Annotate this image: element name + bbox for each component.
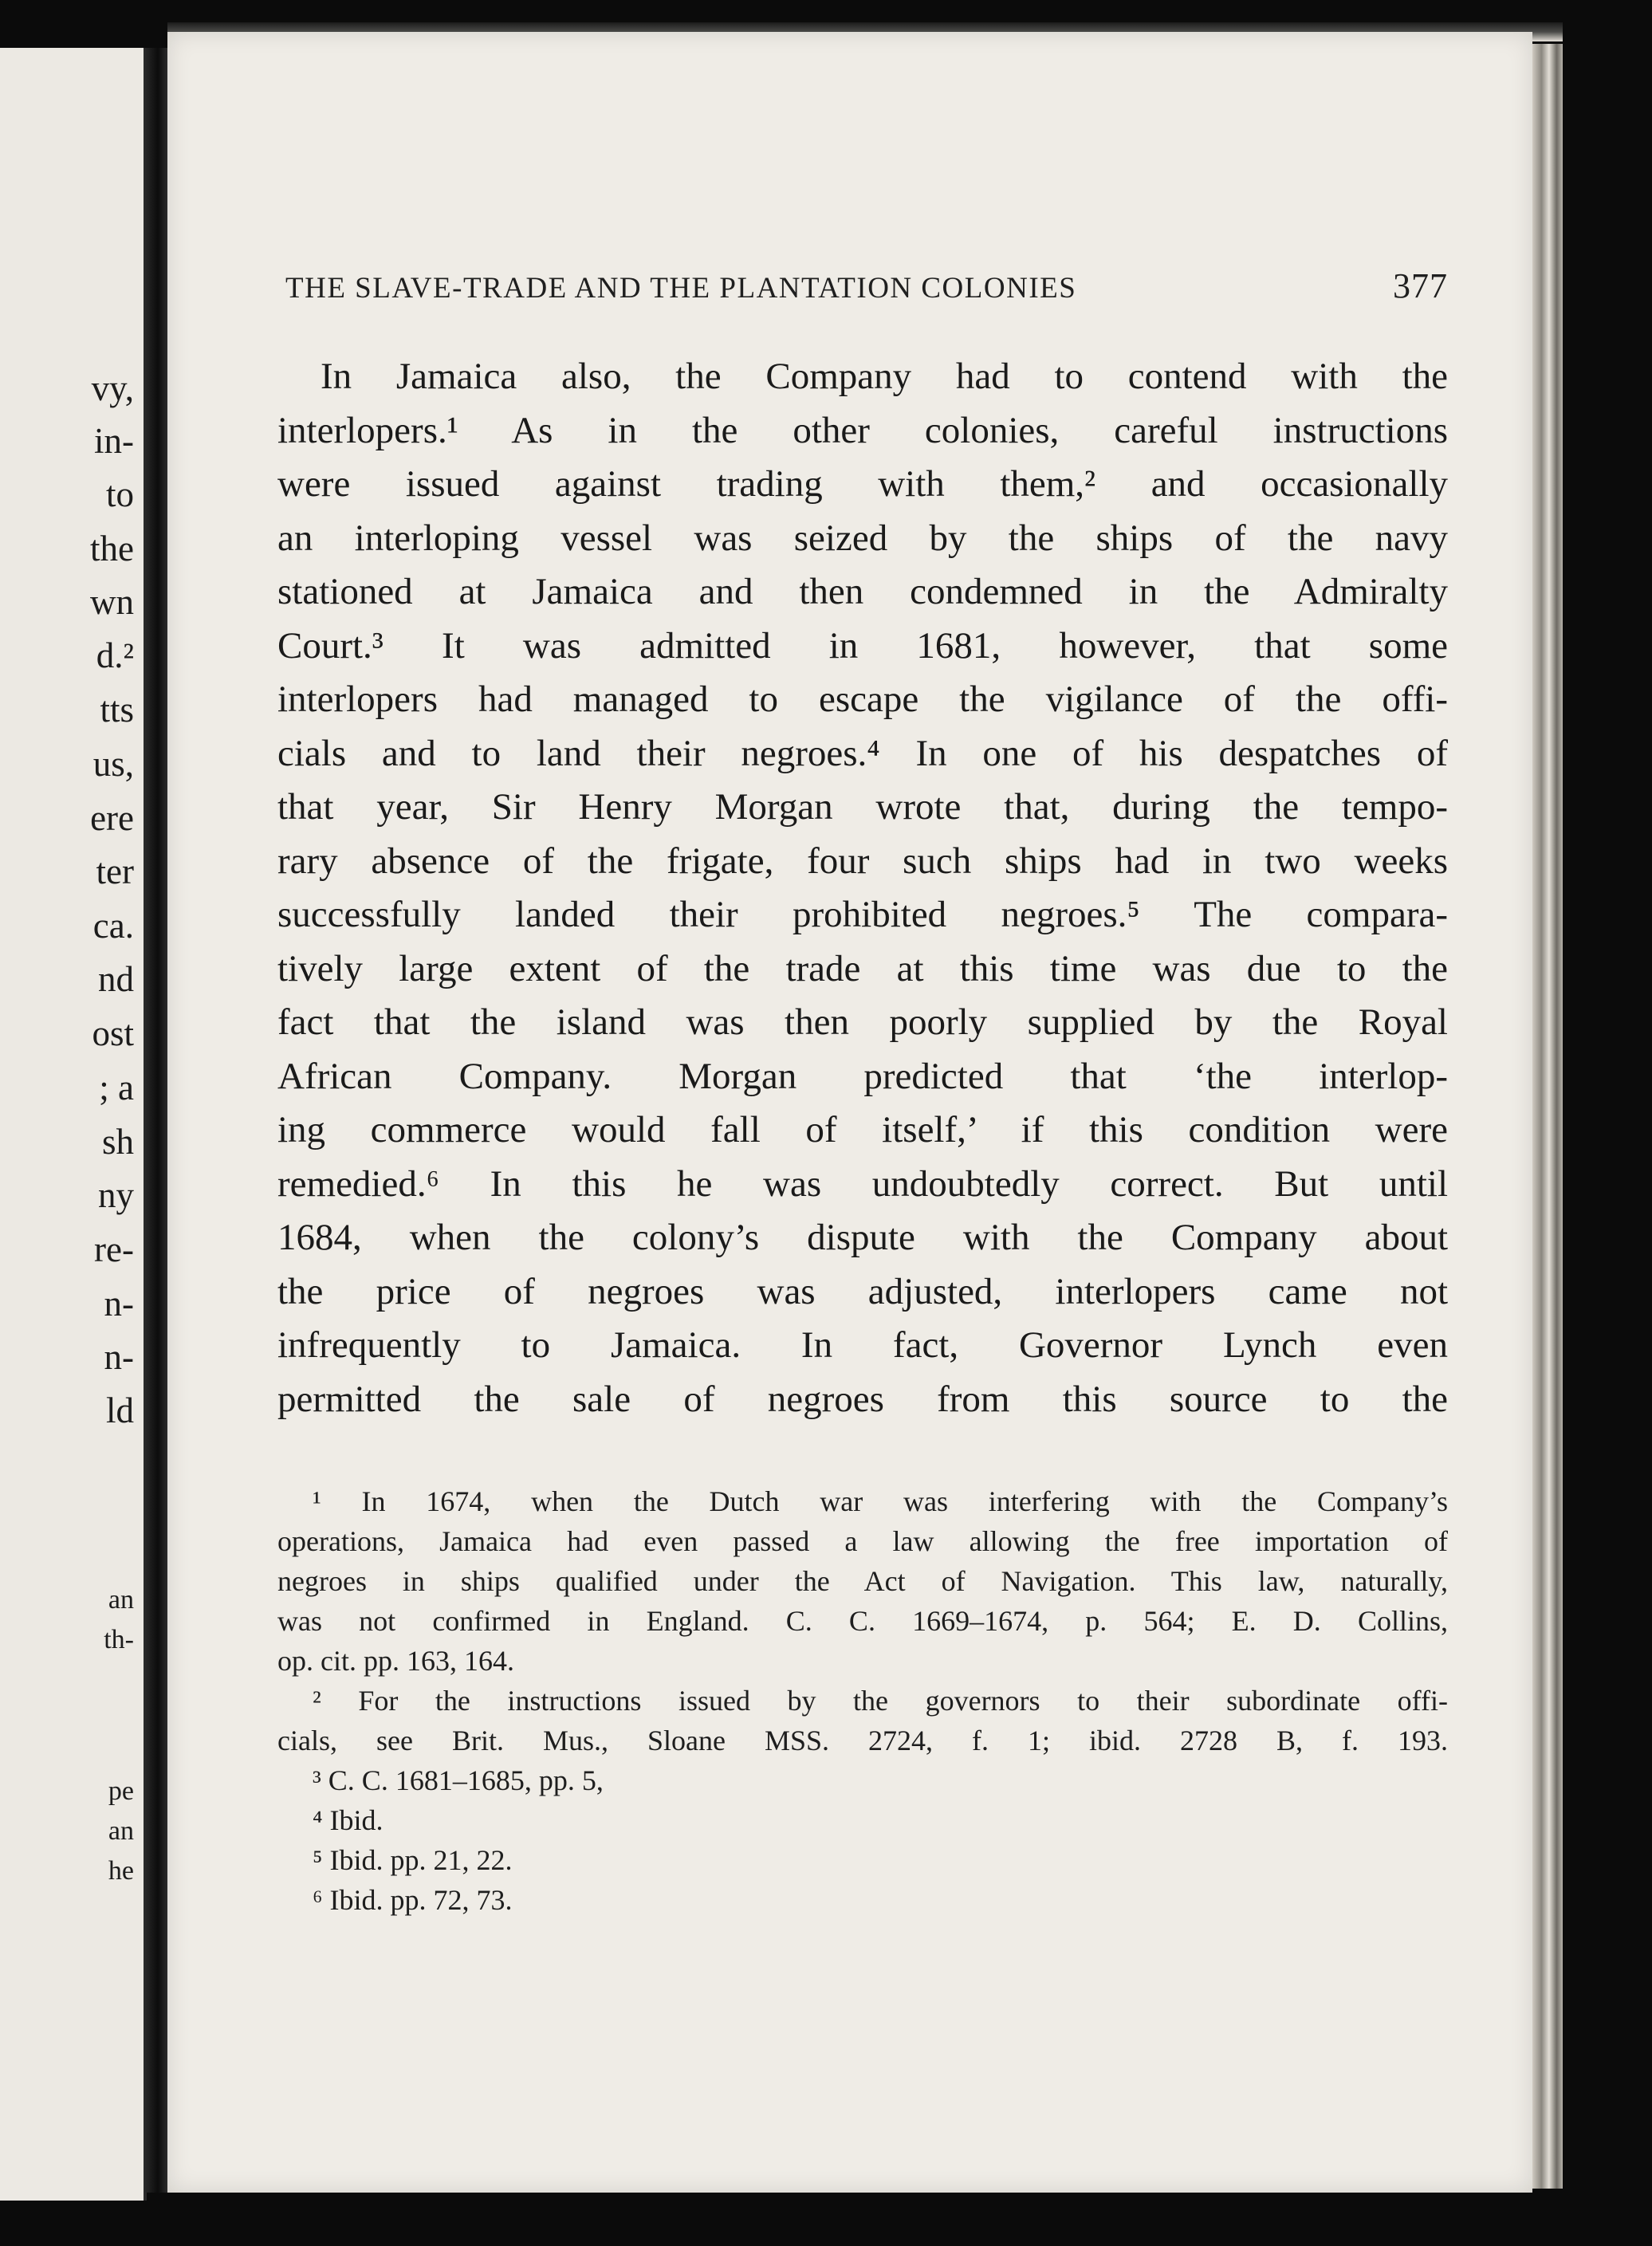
- body-line: African Company. Morgan predicted that ‘the interlop-: [277, 1056, 1448, 1097]
- body-line: that year, Sir Henry Morgan wrote that, during the tempo-: [277, 786, 1448, 828]
- left-text-fragment: ost: [92, 1013, 134, 1053]
- left-footnote-fragment: pe: [108, 1776, 134, 1806]
- left-text-fragment: us,: [92, 744, 134, 784]
- left-footnote-fragment: he: [108, 1856, 134, 1886]
- footnote-line: ² For the instructions issued by the governors to their subordinate offi-: [313, 1685, 1448, 1717]
- left-text-fragment: ere: [90, 798, 134, 838]
- left-text-fragment: n-: [104, 1337, 134, 1377]
- body-line: Court.³ It was admitted in 1681, however, that some: [277, 625, 1448, 667]
- left-footnote-fragment: an: [108, 1816, 134, 1846]
- left-text-fragment: nd: [98, 959, 134, 999]
- body-line: interlopers had managed to escape the vigilance of the offi-: [277, 679, 1448, 720]
- left-text-fragment: ny: [98, 1175, 134, 1215]
- body-line: ing commerce would fall of itself,’ if this condition were: [277, 1109, 1448, 1151]
- footnote-line: ⁴ Ibid.: [313, 1804, 384, 1836]
- running-title: THE SLAVE-TRADE AND THE PLANTATION COLONIES: [285, 272, 1077, 305]
- page-number: 377: [1393, 266, 1448, 305]
- left-text-fragment: re-: [94, 1229, 134, 1269]
- body-line: remedied.⁶ In this he was undoubtedly correct. But until: [277, 1163, 1448, 1205]
- body-line: an interloping vessel was seized by the ships of the navy: [277, 517, 1448, 559]
- page-stack-edge: [1532, 44, 1563, 2189]
- body-line: cials and to land their negroes.⁴ In one of his despatches of: [277, 733, 1448, 774]
- footnote-line: cials, see Brit. Mus., Sloane MSS. 2724, f. 1; ibid. 2728 B, f. 193.: [277, 1725, 1448, 1756]
- body-line: were issued against trading with them,² and occasionally: [277, 463, 1448, 505]
- left-text-fragment: the: [90, 529, 134, 568]
- footnote-line: negroes in ships qualified under the Act of Navigation. This law, naturally,: [277, 1565, 1448, 1597]
- left-footnote-fragment: an: [108, 1585, 134, 1615]
- left-text-fragment: d.²: [96, 635, 134, 675]
- left-text-fragment: ; a: [99, 1068, 134, 1107]
- body-line: rary absence of the frigate, four such ships had in two weeks: [277, 840, 1448, 882]
- body-line: permitted the sale of negroes from this source to the: [277, 1379, 1448, 1420]
- footnote-line: ³ C. C. 1681–1685, pp. 5,: [313, 1764, 604, 1796]
- footnote-line: op. cit. pp. 163, 164.: [277, 1645, 514, 1677]
- left-text-fragment: sh: [101, 1122, 134, 1162]
- book-binding-gutter: [144, 48, 167, 2193]
- footnote-line: was not confirmed in England. C. C. 1669–1674, p. 564; E. D. Collins,: [277, 1605, 1448, 1637]
- body-line: infrequently to Jamaica. In fact, Governor Lynch even: [277, 1324, 1448, 1366]
- left-text-fragment: tts: [100, 690, 134, 730]
- left-footnote-fragment: th-: [104, 1625, 134, 1654]
- body-line: In Jamaica also, the Company had to contend with the: [321, 356, 1448, 397]
- left-text-fragment: in-: [94, 421, 134, 461]
- left-text-fragment: ld: [105, 1390, 134, 1430]
- body-line: interlopers.¹ As in the other colonies, careful instructions: [277, 410, 1448, 451]
- left-text-fragment: wn: [90, 582, 134, 622]
- left-text-fragment: vy,: [91, 368, 134, 408]
- left-text-fragment: ter: [96, 852, 134, 891]
- left-text-fragment: to: [105, 474, 134, 514]
- body-line: fact that the island was then poorly supplied by the Royal: [277, 1001, 1448, 1043]
- footnote-line: operations, Jamaica had even passed a law allowing the free importation of: [277, 1525, 1448, 1557]
- body-line: 1684, when the colony’s dispute with the Company about: [277, 1217, 1448, 1258]
- footnote-line: ¹ In 1674, when the Dutch war was interfering with the Company’s: [313, 1485, 1448, 1517]
- book-page: [167, 32, 1532, 2193]
- footnote-line: ⁶ Ibid. pp. 72, 73.: [313, 1884, 513, 1916]
- body-line: the price of negroes was adjusted, interlopers came not: [277, 1271, 1448, 1312]
- body-line: stationed at Jamaica and then condemned in the Admiralty: [277, 571, 1448, 612]
- left-page-fragment: [0, 48, 147, 2201]
- left-text-fragment: ca.: [92, 906, 134, 946]
- footnote-line: ⁵ Ibid. pp. 21, 22.: [313, 1844, 513, 1876]
- left-text-fragment: n-: [104, 1284, 134, 1324]
- body-line: tively large extent of the trade at this time was due to the: [277, 948, 1448, 989]
- running-header: [285, 266, 1448, 306]
- body-line: successfully landed their prohibited negroes.⁵ The compara-: [277, 894, 1448, 935]
